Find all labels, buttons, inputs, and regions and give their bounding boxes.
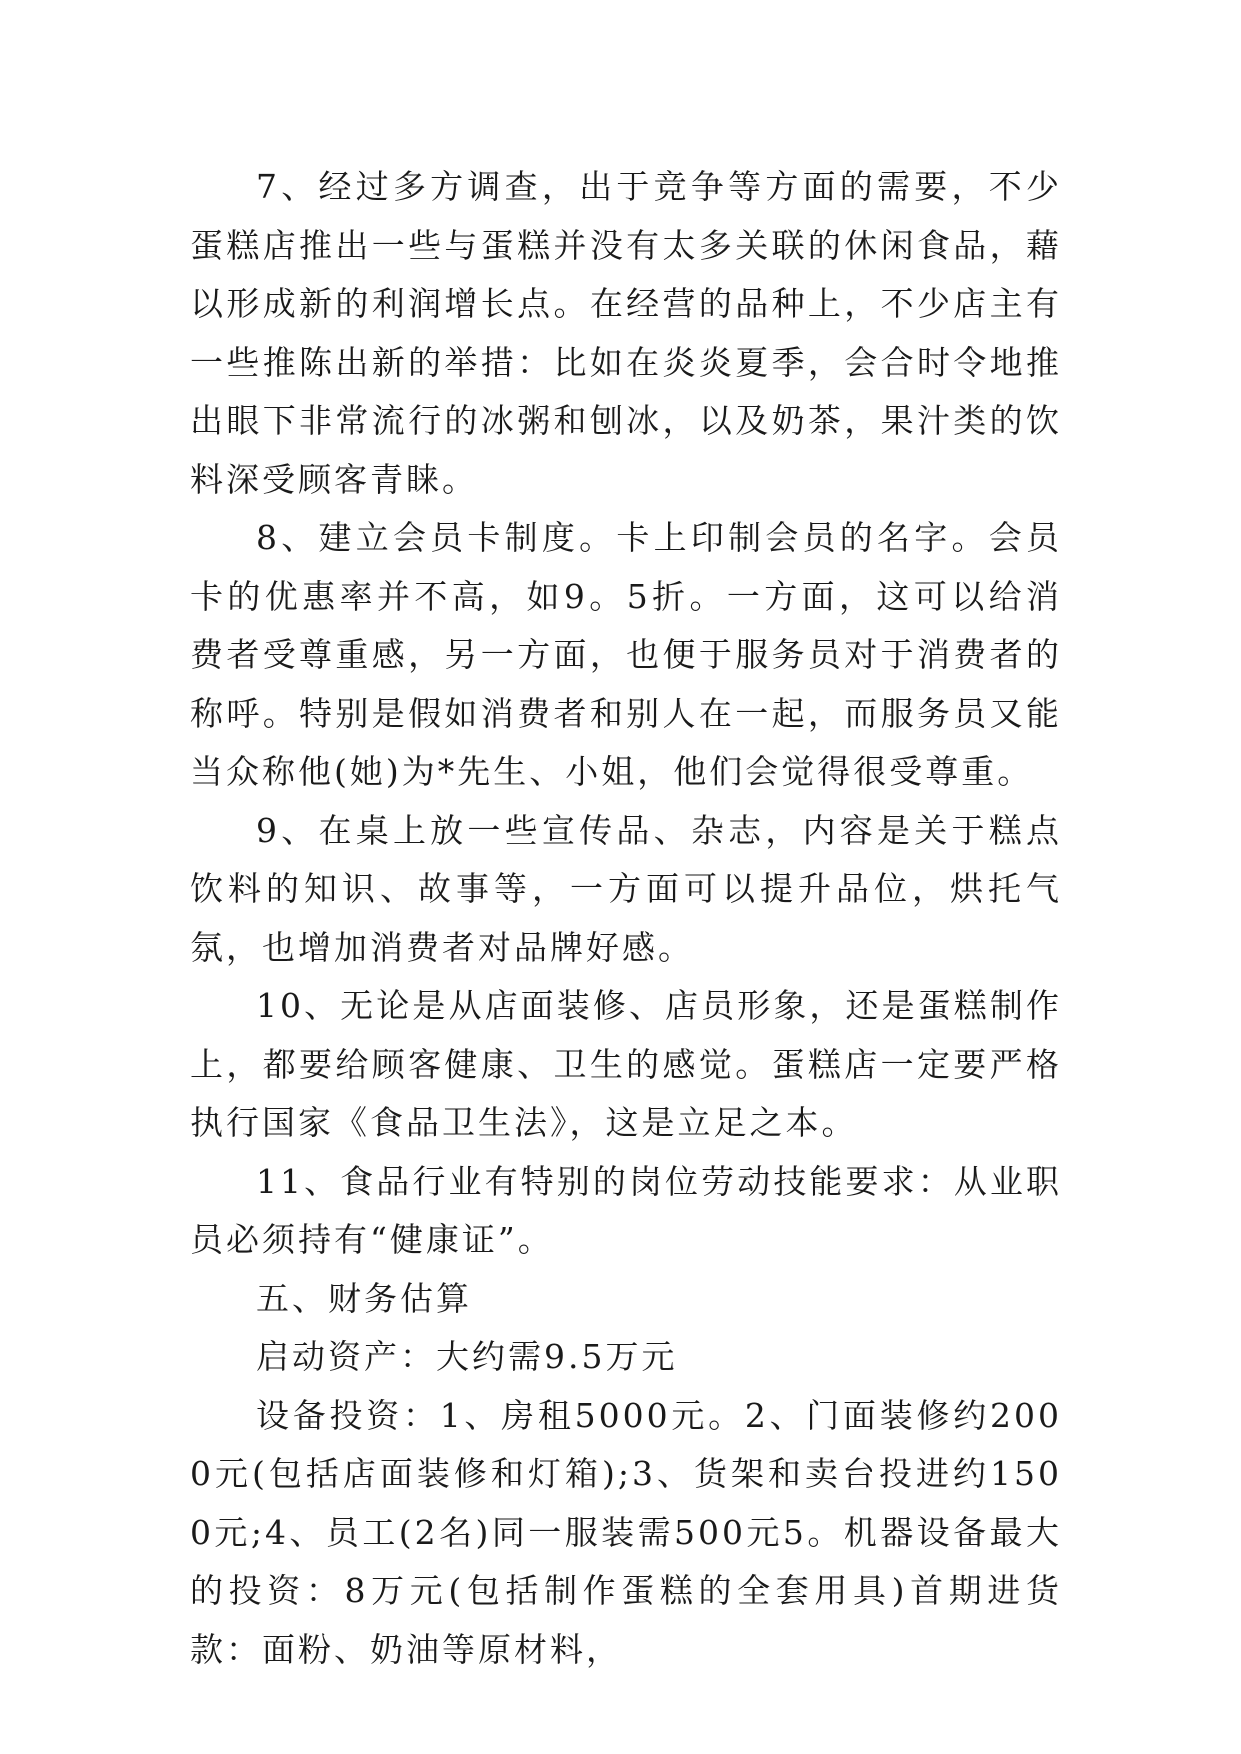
equipment-investment-paragraph: 设备投资：1、房租5000元。2、门面装修约2000元(包括店面装修和灯箱);3、货架和卖台投进约1500元;4、员工(2名)同一服装需500元5。机器设备最大的投资：8万元(包括制作蛋糕的全套用具)首期进货款：面粉、奶油等原材料， xyxy=(190,1395,1062,1669)
section-heading-finance: 五、财务估算 xyxy=(256,1278,472,1318)
paragraph-item-11: 11、食品行业有特别的岗位劳动技能要求：从业职员必须持有“健康证”。 xyxy=(190,1161,1062,1259)
startup-capital-line: 启动资产：大约需9.5万元 xyxy=(256,1337,678,1376)
paragraph-item-8: 8、建立会员卡制度。卡上印制会员的名字。会员卡的优惠率并不高，如9。5折。一方面，这可以给消费者受尊重感，另一方面，也便于服务员对于消费者的称呼。特别是假如消费者和别人在一起，而服务员又能当众称他(她)为*先生、小姐，他们会觉得很受尊重。 xyxy=(190,518,1062,791)
document-body xyxy=(190,158,1062,1679)
paragraph-item-10: 10、无论是从店面装修、店员形象，还是蛋糕制作上，都要给顾客健康、卫生的感觉。蛋糕店一定要严格执行国家《食品卫生法》，这是立足之本。 xyxy=(190,986,1062,1142)
paragraph-item-7: 7、经过多方调查，出于竞争等方面的需要，不少蛋糕店推出一些与蛋糕并没有太多关联的休闲食品，藉以形成新的利润增长点。在经营的品种上，不少店主有一些推陈出新的举措：比如在炎炎夏季，会合时令地推出眼下非常流行的冰粥和刨冰，以及奶茶，果汁类的饮料深受顾客青睐。 xyxy=(190,167,1062,499)
paragraph-item-9: 9、在桌上放一些宣传品、杂志，内容是关于糕点饮料的知识、故事等，一方面可以提升品位，烘托气氛，也增加消费者对品牌好感。 xyxy=(190,810,1062,967)
